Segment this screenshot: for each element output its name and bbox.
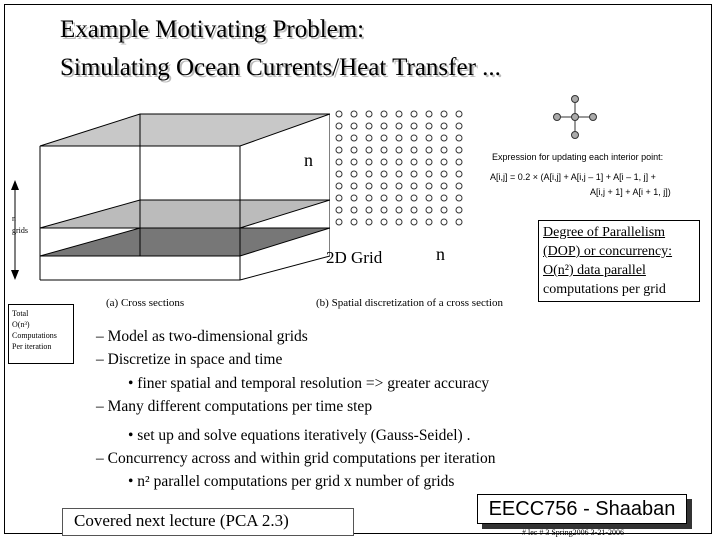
bullet-4a: • n² parallel computations per grid x number of grids (128, 473, 455, 490)
expression-title: Expression for updating each interior point: (492, 152, 664, 162)
bullet-4: – Concurrency across and within grid computations per iteration (96, 450, 496, 467)
bullet-3a: • set up and solve equations iteratively (Gauss-Seidel) . (128, 427, 471, 444)
side-line-4: Per iteration (12, 342, 52, 351)
side-line-2: O(n³) (12, 320, 30, 329)
side-line-1: Total (12, 309, 29, 318)
caption-a: (a) Cross sections (106, 297, 185, 309)
caption-b: (b) Spatial discretization of a cross section (316, 297, 503, 309)
dop-line-1: Degree of Parallelism (543, 225, 666, 240)
n-grids-label-1: n (12, 214, 16, 223)
dop-line-4: computations per grid (543, 282, 666, 297)
expression-line-1: A[i,j] = 0.2 × (A[i,j] + A[i,j – 1] + A[i – 1, j] + (490, 172, 656, 182)
stencil-diagram (550, 92, 600, 142)
side-line-3: Computations (12, 331, 57, 340)
title-line-2: Simulating Ocean Currents/Heat Transfer ... (60, 54, 501, 81)
title-line-1: Example Motivating Problem: (60, 16, 365, 43)
dot-grid (330, 106, 480, 226)
n-label-bottom: n (436, 244, 445, 264)
n-label-top: n (304, 150, 313, 170)
bullet-3: – Many different computations per time step (96, 398, 373, 415)
bullet-2: – Discretize in space and time (96, 351, 283, 368)
covered-next-lecture: Covered next lecture (PCA 2.3) (74, 511, 289, 530)
dop-line-3: O(n²) data parallel (543, 263, 646, 278)
course-badge: EECC756 - Shaaban (477, 494, 687, 524)
grid-label: 2D Grid (326, 248, 383, 267)
expression-line-2: A[i,j + 1] + A[i + 1, j]) (590, 187, 671, 197)
n-grids-label-2: grids (12, 226, 28, 235)
lecture-meta: # lec # 3 Spring2006 3-21-2006 (522, 528, 624, 537)
cross-sections-diagram (0, 100, 330, 310)
dop-box (538, 220, 700, 302)
total-computations-box (8, 304, 74, 364)
bullet-1: – Model as two-dimensional grids (96, 328, 308, 345)
dop-line-2: (DOP) or concurrency: (543, 244, 673, 259)
bullet-2a: • finer spatial and temporal resolution => greater accuracy (128, 375, 490, 392)
